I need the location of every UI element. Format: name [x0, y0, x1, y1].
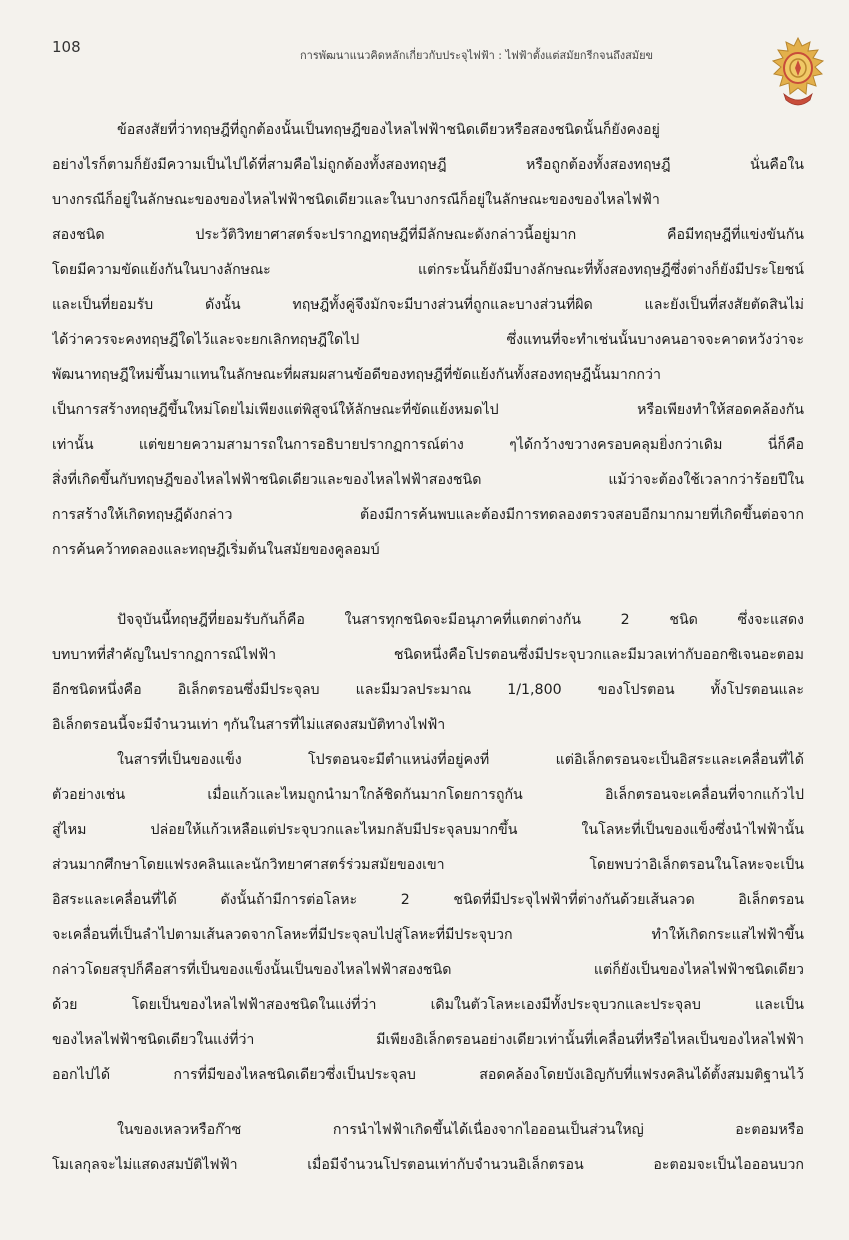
page-number: 108: [52, 38, 81, 56]
paragraph-line: ของไหลไฟฟ้าชนิดเดียวในแง่ที่ว่า มีเพียงอิเล็กตรอนอย่างเดียวเท่านั้นที่เคลื่อนที่หรือไหลเป็นของไหลไฟฟ้า: [52, 1032, 804, 1048]
paragraph-line: การสร้างให้เกิดทฤษฎีดังกล่าว ต้องมีการค้นพบและต้องมีการทดลองตรวจสอบอีกมากมายที่เกิดขึ้นต่อจาก: [52, 507, 804, 523]
paragraph-line: บทบาทที่สำคัญในปรากฏการณ์ไฟฟ้า ชนิดหนึ่งคือโปรตอนซึ่งมีประจุบวกและมีมวลเท่ากับออกซิเจนอะตอม: [52, 647, 804, 663]
paragraph-line: พัฒนาทฤษฎีใหม่ขึ้นมาแทนในลักษณะที่ผสมผสานข้อดีของทฤษฎีที่ขัดแย้งกันทั้งสองทฤษฎีนั้นมากกว่า: [52, 367, 661, 383]
paragraph-line: ปัจจุบันนี้ทฤษฎีที่ยอมรับกันก็คือ ในสารทุกชนิดจะมีอนุภาคที่แตกต่างกัน 2 ชนิด ซึ่งจะแสดง: [117, 612, 804, 628]
paragraph-line: ด้วย โดยเป็นของไหลไฟฟ้าสองชนิดในแง่ที่ว่า เดิมในตัวโลหะเองมีทั้งประจุบวกและประจุลบ และเป็น: [52, 997, 804, 1013]
paragraph-line: เท่านั้น แต่ขยายความสามารถในการอธิบายปรากฏการณ์ต่าง ๆได้กว้างขวางครอบคลุมยิ่งกว่าเดิม นี่ก็คือ: [52, 437, 804, 453]
paragraph-line: ในสารที่เป็นของแข็ง โปรตอนจะมีตำแหน่งที่อยู่คงที่ แต่อิเล็กตรอนจะเป็นอิสระและเคลื่อนที่ได้: [117, 752, 804, 768]
paragraph-line: ได้ว่าควรจะคงทฤษฎีใดไว้และจะยกเลิกทฤษฎีใดไป ซึ่งแทนที่จะทำเช่นนั้นบางคนอาจจะคาดหวังว่าจะ: [52, 332, 804, 348]
paragraph-line: อีกชนิดหนึ่งคือ อิเล็กตรอนซึ่งมีประจุลบ และมีมวลประมาณ 1/1,800 ของโปรตอน ทั้งโปรตอนและ: [52, 682, 804, 698]
paragraph-line: บางกรณีก็อยู่ในลักษณะของของไหลไฟฟ้าชนิดเดียวและในบางกรณีก็อยู่ในลักษณะของของไหลไฟฟ้า: [52, 192, 660, 208]
paragraph-line: เป็นการสร้างทฤษฎีขึ้นใหม่โดยไม่เพียงแต่พิสูจน์ให้ลักษณะที่ขัดแย้งหมดไป หรือเพียงทำให้สอดคล้องกัน: [52, 402, 804, 418]
paragraph-line: ออกไปได้ การที่มีของไหลชนิดเดียวซึ่งเป็นประจุลบ สอดคล้องโดยบังเอิญกับที่แฟรงคลินได้ตั้งสมมติฐานไว้: [52, 1067, 804, 1083]
paragraph-line: สู่ไหม ปล่อยให้แก้วเหลือแต่ประจุบวกและไหมกลับมีประจุลบมากขึ้น ในโลหะที่เป็นของแข็งซึ่งนำไฟฟ้านั้น: [52, 822, 804, 838]
paragraph-line: สิ่งที่เกิดขึ้นกับทฤษฎีของไหลไฟฟ้าชนิดเดียวและของไหลไฟฟ้าสองชนิด แม้ว่าจะต้องใช้เวลากว่าร้อยปีใน: [52, 472, 804, 488]
paragraph-line: จะเคลื่อนที่เป็นลำไปตามเส้นลวดจากโลหะที่มีประจุลบไปสู่โลหะที่มีประจุบวก ทำให้เกิดกระแสไฟฟ้าขึ้น: [52, 927, 804, 943]
paragraph-line: การค้นคว้าทดลองและทฤษฎีเริ่มต้นในสมัยของคูลอมบ์: [52, 542, 380, 558]
paragraph-line: สองชนิด ประวัติวิทยาศาสตร์จะปรากฏทฤษฎีที่มีลักษณะดังกล่าวนี้อยู่มาก คือมีทฤษฎีที่แข่งขันกัน: [52, 227, 804, 243]
running-head: การพัฒนาแนวคิดหลักเกี่ยวกับประจุไฟฟ้า : ไฟฟ้าตั้งแต่สมัยกรีกจนถึงสมัยข: [300, 49, 654, 62]
paragraph-line: ในของเหลวหรือก๊าซ การนำไฟฟ้าเกิดขึ้นได้เนื่องจากไอออนเป็นส่วนใหญ่ อะตอมหรือ: [117, 1122, 804, 1138]
paragraph-line: ตัวอย่างเช่น เมื่อแก้วและไหมถูกนำมาใกล้ชิดกันมากโดยการถูกัน อิเล็กตรอนจะเคลื่อนที่จากแก้วไป: [52, 787, 804, 803]
paragraph-line: อิสระและเคลื่อนที่ได้ ดังนั้นถ้ามีการต่อโลหะ 2 ชนิดที่มีประจุไฟฟ้าที่ต่างกันด้วยเส้นลวด อิเล็กตรอน: [52, 892, 804, 908]
paragraph-line: อิเล็กตรอนนี้จะมีจำนวนเท่า ๆกันในสารที่ไม่แสดงสมบัติทางไฟฟ้า: [52, 717, 446, 733]
paragraph-line: อย่างไรก็ตามก็ยังมีความเป็นไปได้ที่สามคือไม่ถูกต้องทั้งสองทฤษฎี หรือถูกต้องทั้งสองทฤษฎี นั่นคือใน: [52, 157, 804, 173]
paragraph-line: โดยมีความขัดแย้งกันในบางลักษณะ แต่กระนั้นก็ยังมีบางลักษณะที่ทั้งสองทฤษฎีซึ่งต่างก็ยังมีประโยชน์: [52, 262, 804, 278]
paragraph-line: ส่วนมากศึกษาโดยแฟรงคลินและนักวิทยาศาสตร์ร่วมสมัยของเขา โดยพบว่าอิเล็กตรอนในโลหะจะเป็น: [52, 857, 804, 873]
paragraph-line: กล่าวโดยสรุปก็คือสารที่เป็นของแข็งนั้นเป็นของไหลไฟฟ้าสองชนิด แต่ก็ยังเป็นของไหลไฟฟ้าชนิดเดียว: [52, 962, 804, 978]
paragraph-line: ข้อสงสัยที่ว่าทฤษฎีที่ถูกต้องนั้นเป็นทฤษฎีของไหลไฟฟ้าชนิดเดียวหรือสองชนิดนั้นก็ยังคงอยู่: [117, 122, 660, 138]
royal-seal-icon: [766, 36, 830, 112]
paragraph-line: โมเลกุลจะไม่แสดงสมบัติไฟฟ้า เมื่อมีจำนวนโปรตอนเท่ากับจำนวนอิเล็กตรอน อะตอมจะเป็นไอออนบวก: [52, 1157, 804, 1173]
paragraph-line: และเป็นที่ยอมรับ ดังนั้น ทฤษฎีทั้งคู่จึงมักจะมีบางส่วนที่ถูกและบางส่วนที่ผิด และยังเป็นที่สงสัยตัดสินไม่: [52, 297, 804, 313]
